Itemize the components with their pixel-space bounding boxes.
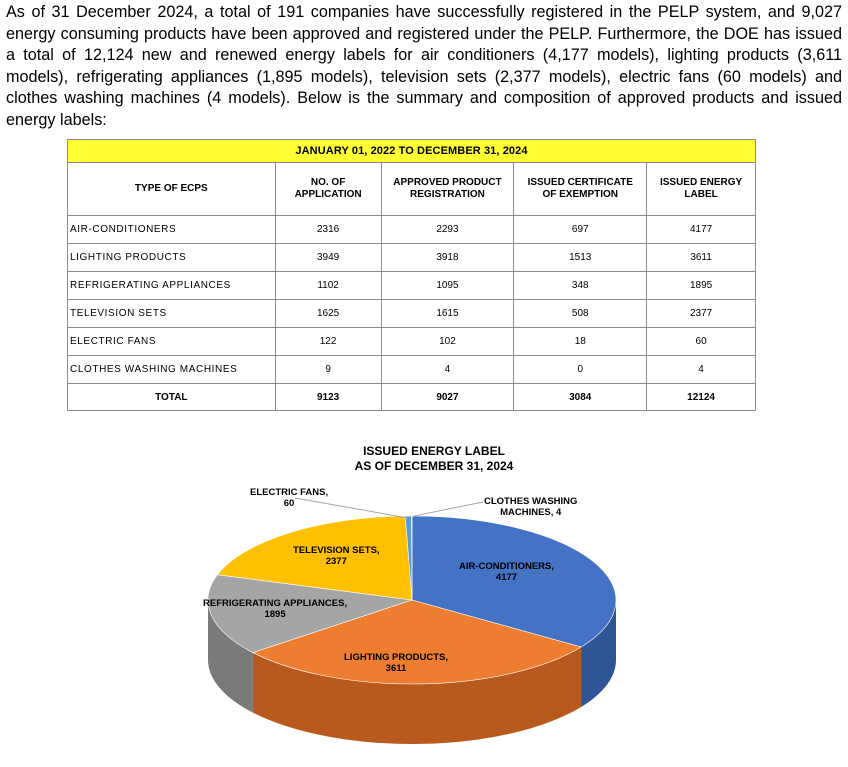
cell-exemption: 18	[514, 328, 647, 356]
table-row	[68, 328, 756, 356]
cell-type: REFRIGERATING APPLIANCES	[68, 272, 276, 300]
cell-approved: 3918	[381, 244, 514, 272]
cell-approved: 4	[381, 356, 514, 384]
data-label-clothes-washing-machines: CLOTHES WASHING MACHINES, 4	[484, 496, 578, 518]
header-approved: APPROVED PRODUCT REGISTRATION	[381, 163, 514, 216]
total-label: TOTAL	[68, 384, 276, 411]
table-row	[68, 300, 756, 328]
cell-label: 3611	[647, 244, 756, 272]
cell-type: TELEVISION SETS	[68, 300, 276, 328]
cell-exemption: 348	[514, 272, 647, 300]
leader-line-clothes-washing	[414, 502, 483, 516]
header-applications: NO. OF APPLICATION	[275, 163, 381, 216]
total-approved: 9027	[381, 384, 514, 411]
cell-applications: 122	[275, 328, 381, 356]
cell-label: 2377	[647, 300, 756, 328]
cell-label: 60	[647, 328, 756, 356]
cell-applications: 1625	[275, 300, 381, 328]
cell-label: 4	[647, 356, 756, 384]
data-label-air-conditioners: AIR-CONDITIONERS, 4177	[459, 561, 554, 583]
cell-approved: 1095	[381, 272, 514, 300]
ecp-summary-table	[67, 139, 756, 411]
header-exemption: ISSUED CERTIFICATE OF EXEMPTION	[514, 163, 647, 216]
chart-title-line1: ISSUED ENERGY LABEL	[363, 444, 505, 458]
cell-exemption: 1513	[514, 244, 647, 272]
cell-exemption: 508	[514, 300, 647, 328]
cell-applications: 3949	[275, 244, 381, 272]
cell-approved: 1615	[381, 300, 514, 328]
table-row	[68, 272, 756, 300]
data-label-television-sets: TELEVISION SETS, 2377	[293, 545, 380, 567]
header-label: ISSUED ENERGY LABEL	[647, 163, 756, 216]
data-label-refrigerating-appliances: REFRIGERATING APPLIANCES, 1895	[203, 598, 348, 620]
table-period-row	[68, 140, 756, 163]
header-type: TYPE OF ECPS	[68, 163, 276, 216]
chart-title-line2: AS OF DECEMBER 31, 2024	[354, 459, 514, 473]
cell-approved: 2293	[381, 216, 514, 244]
cell-exemption: 0	[514, 356, 647, 384]
total-applications: 9123	[275, 384, 381, 411]
cell-type: ELECTRIC FANS	[68, 328, 276, 356]
cell-applications: 1102	[275, 272, 381, 300]
cell-type: LIGHTING PRODUCTS	[68, 244, 276, 272]
data-label-electric-fans: ELECTRIC FANS, 60	[250, 487, 329, 509]
table-row	[68, 216, 756, 244]
data-label-lighting-products: LIGHTING PRODUCTS, 3611	[344, 652, 448, 674]
table-row	[68, 356, 756, 384]
table-row	[68, 244, 756, 272]
intro-paragraph: As of 31 December 2024, a total of 191 companies have successfully registered in the PELP system, and 9,027 energy consuming products have been approved and registered under the PELP. Furthermore, the DOE has issued a total of 12,124 new and renewed energy labels for air conditioners (4,177 models), lighting products (3,611 models), refrigerating appliances (1,895 models), television sets (2,377 models), electric fans (60 models) and clothes washing machines (4 models). Below is the summary and composition of approved products and issued energy labels:	[6, 3, 842, 129]
cell-type: AIR-CONDITIONERS	[68, 216, 276, 244]
table-column-headers	[68, 163, 756, 216]
total-label-count: 12124	[647, 384, 756, 411]
cell-exemption: 697	[514, 216, 647, 244]
total-exemption: 3084	[514, 384, 647, 411]
cell-applications: 2316	[275, 216, 381, 244]
table-period-header: JANUARY 01, 2022 TO DECEMBER 31, 2024	[68, 140, 756, 163]
cell-approved: 102	[381, 328, 514, 356]
cell-label: 4177	[647, 216, 756, 244]
table-total-row	[68, 384, 756, 411]
cell-label: 1895	[647, 272, 756, 300]
cell-type: CLOTHES WASHING MACHINES	[68, 356, 276, 384]
cell-applications: 9	[275, 356, 381, 384]
